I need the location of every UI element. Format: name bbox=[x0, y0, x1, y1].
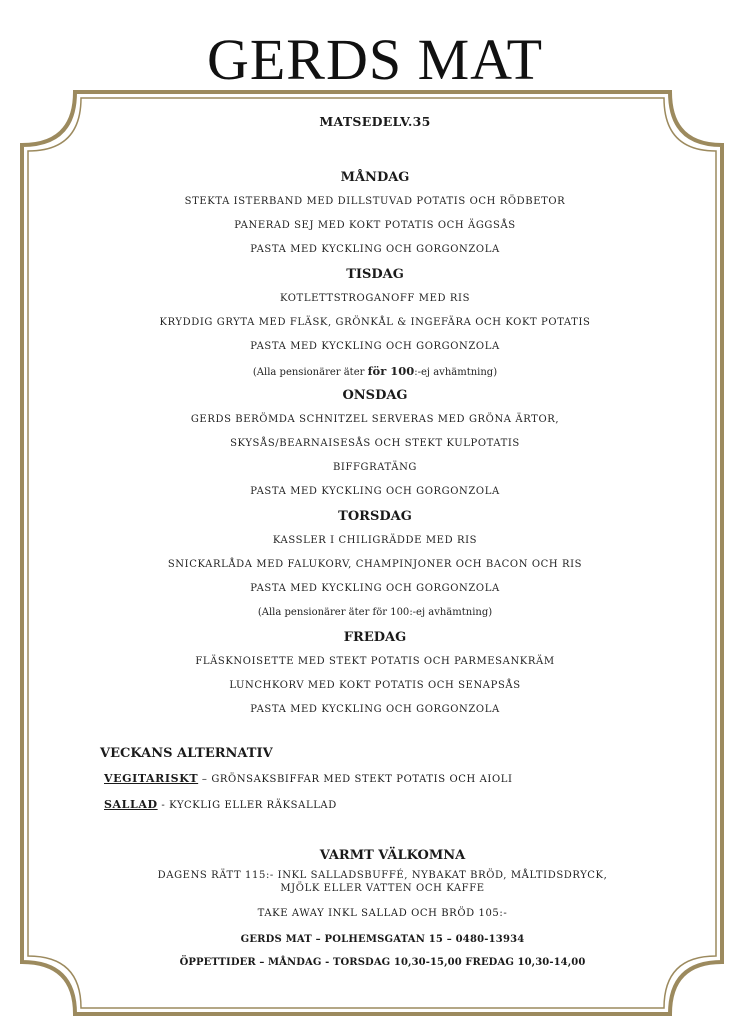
salad-label: SALLAD bbox=[104, 798, 158, 811]
dish-item: SKYSÅS/BEARNAISESÅS OCH STEKT KULPOTATIS bbox=[230, 438, 520, 449]
dish-item: BIFFGRATÄNG bbox=[332, 462, 418, 473]
dish-item: PANERAD SEJ MED KOKT POTATIS OCH ÄGGSÅS bbox=[234, 220, 516, 231]
daily-dish-price-line-2: MJÖLK ELLER VATTEN OCH KAFFE bbox=[280, 883, 485, 894]
day-name: FREDAG bbox=[343, 630, 407, 645]
opening-hours: ÖPPETTIDER – MÅNDAG - TORSDAG 10,30-15,00 FREDAG 10,30-14,00 bbox=[179, 957, 586, 968]
welcome-title: VARMT VÄLKOMNA bbox=[319, 848, 466, 863]
alternatives-title: VECKANS ALTERNATIV bbox=[100, 746, 273, 761]
day-tuesday bbox=[60, 262, 690, 383]
day-thursday bbox=[60, 504, 690, 625]
day-name: ONSDAG bbox=[342, 388, 408, 403]
day-wednesday bbox=[60, 383, 690, 504]
salad-option bbox=[100, 792, 660, 818]
vegetarian-option bbox=[100, 766, 660, 792]
daily-dish-price-line: DAGENS RÄTT 115:- INKL SALLADSBUFFÉ, NYBAKAT BRÖD, MÅLTIDSDRYCK, bbox=[157, 870, 608, 881]
dish-item: PASTA MED KYCKLING OCH GORGONZOLA bbox=[250, 486, 500, 497]
dish-item: LUNCHKORV MED KOKT POTATIS OCH SENAPSÅS bbox=[229, 680, 521, 691]
weekly-menu bbox=[60, 114, 690, 722]
dish-item: KOTLETTSTROGANOFF MED RIS bbox=[279, 293, 471, 304]
vegetarian-label: VEGITARISKT bbox=[104, 772, 199, 785]
dish-item: KRYDDIG GRYTA MED FLÄSK, GRÖNKÅL & INGEFÄRA OCH KOKT POTATIS bbox=[159, 317, 591, 328]
pensioner-note bbox=[60, 601, 690, 625]
welcome-section bbox=[100, 843, 665, 974]
day-friday bbox=[60, 625, 690, 722]
vegetarian-text: – GRÖNSAKSBIFFAR MED STEKT POTATIS OCH AIOLI bbox=[198, 774, 513, 785]
restaurant-title: GERDS MAT bbox=[206, 27, 544, 92]
note-pre: (Alla pensionärer äter bbox=[252, 367, 368, 378]
note-price: för 100 bbox=[367, 364, 415, 378]
note-post: :-ej avhämtning) bbox=[414, 367, 498, 378]
dish-item: PASTA MED KYCKLING OCH GORGONZOLA bbox=[250, 704, 500, 715]
weekly-alternatives bbox=[100, 742, 660, 818]
pensioner-note bbox=[60, 359, 690, 383]
menu-week-subtitle: MATSEDELV.35 bbox=[319, 114, 431, 129]
dish-item: GERDS BERÖMDA SCHNITZEL SERVERAS MED GRÖNA ÄRTOR, bbox=[190, 414, 560, 425]
takeaway-price: TAKE AWAY INKL SALLAD OCH BRÖD 105:- bbox=[257, 908, 508, 919]
dish-item: FLÄSKNOISETTE MED STEKT POTATIS OCH PARMESANKRÄM bbox=[195, 656, 555, 667]
dish-item: PASTA MED KYCKLING OCH GORGONZOLA bbox=[250, 244, 500, 255]
day-name: TISDAG bbox=[346, 267, 404, 282]
dish-item: PASTA MED KYCKLING OCH GORGONZOLA bbox=[250, 341, 500, 352]
note-pre: (Alla pensionärer äter för 100 bbox=[257, 607, 410, 618]
salad-text: - KYCKLIG ELLER RÄKSALLAD bbox=[157, 800, 337, 811]
note-post: :-ej avhämtning) bbox=[409, 607, 493, 618]
dish-item: STEKTA ISTERBAND MED DILLSTUVAD POTATIS OCH RÖDBETOR bbox=[184, 196, 566, 207]
dish-item: KASSLER I CHILIGRÄDDE MED RIS bbox=[272, 535, 478, 546]
contact-info: GERDS MAT – POLHEMSGATAN 15 – 0480-13934 bbox=[240, 934, 525, 945]
dish-item: SNICKARLÅDA MED FALUKORV, CHAMPINJONER OCH BACON OCH RIS bbox=[167, 559, 583, 570]
day-name: MÅNDAG bbox=[340, 170, 410, 185]
day-monday bbox=[60, 165, 690, 262]
day-name: TORSDAG bbox=[338, 509, 412, 524]
dish-item: PASTA MED KYCKLING OCH GORGONZOLA bbox=[250, 583, 500, 594]
